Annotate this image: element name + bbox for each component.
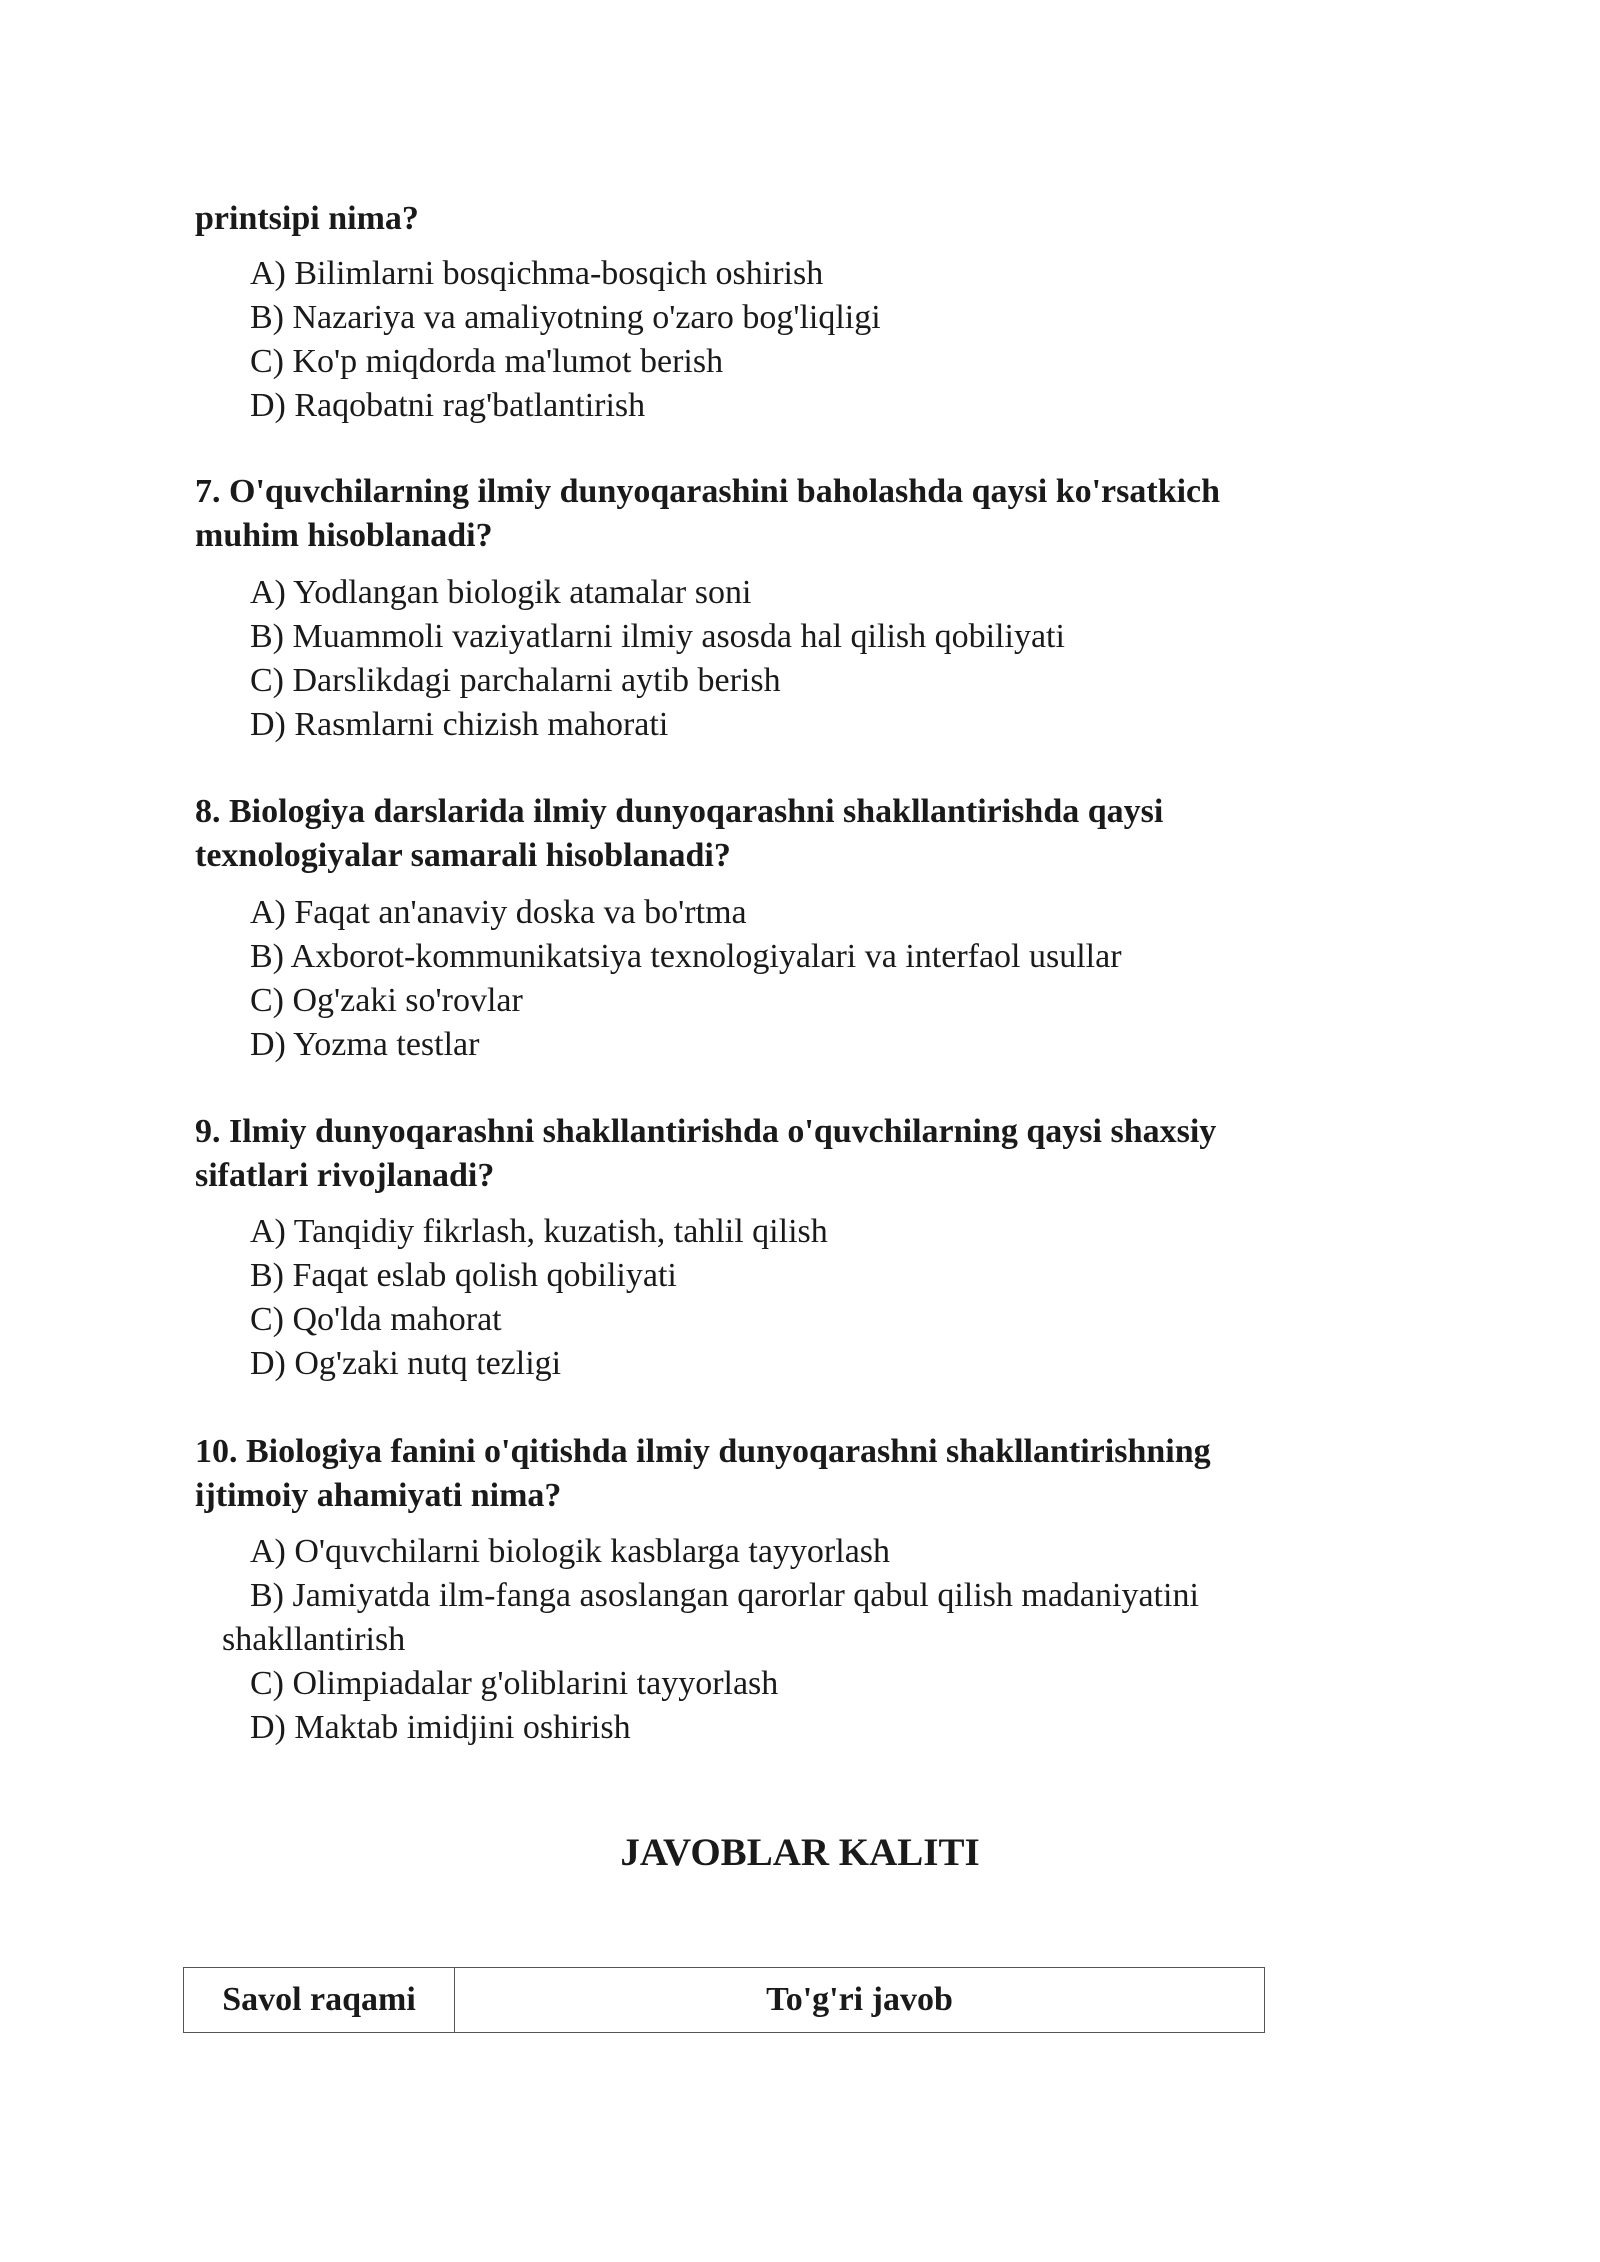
question-10-option-b-continued: shakllantirish (222, 1621, 406, 1658)
question-8-option-b: B) Axborot-kommunikatsiya texnologiyalari va interfaol usullar (250, 938, 1122, 975)
question-9-option-b: B) Faqat eslab qolish qobiliyati (250, 1257, 677, 1294)
question-8-option-d: D) Yozma testlar (250, 1026, 480, 1063)
answer-key-title: JAVOBLAR KALITI (620, 1831, 980, 1874)
question-10-option-a: A) O'quvchilarni biologik kasblarga tayyorlash (250, 1533, 891, 1570)
question-9-option-d: D) Og'zaki nutq tezligi (250, 1345, 562, 1382)
question-6-option-b: B) Nazariya va amaliyotning o'zaro bog'liqligi (250, 299, 881, 336)
question-9-heading-line2: sifatlari rivojlanadi? (195, 1157, 495, 1194)
table-header-row (184, 1968, 1265, 2033)
question-10-option-b: B) Jamiyatda ilm-fanga asoslangan qarorlar qabul qilish madaniyatini (250, 1577, 1199, 1614)
question-7-option-a: A) Yodlangan biologik atamalar soni (250, 574, 752, 611)
question-9-option-a: A) Tanqidiy fikrlash, kuzatish, tahlil qilish (250, 1213, 828, 1250)
column-header-question-number: Savol raqami (184, 1968, 455, 2033)
question-8-option-c: C) Og'zaki so'rovlar (250, 982, 523, 1019)
question-7-option-b: B) Muammoli vaziyatlarni ilmiy asosda hal qilish qobiliyati (250, 618, 1065, 655)
question-6-option-d: D) Raqobatni rag'batlantirish (250, 387, 646, 424)
question-8-heading-line2: texnologiyalar samarali hisoblanadi? (195, 837, 731, 874)
question-9-option-c: C) Qo'lda mahorat (250, 1301, 502, 1338)
question-7-heading-line1: 7. O'quvchilarning ilmiy dunyoqarashini baholashda qaysi ko'rsatkich (195, 473, 1221, 510)
question-6-option-c: C) Ko'p miqdorda ma'lumot berish (250, 343, 724, 380)
question-10-option-d: D) Maktab imidjini oshirish (250, 1709, 631, 1746)
question-10-heading-line2: ijtimoiy ahamiyati nima? (195, 1477, 562, 1514)
question-8-option-a: A) Faqat an'anaviy doska va bo'rtma (250, 894, 747, 931)
question-7-option-d: D) Rasmlarni chizish mahorati (250, 706, 669, 743)
question-10-heading-line1: 10. Biologiya fanini o'qitishda ilmiy dunyoqarashni shakllantirishning (195, 1433, 1211, 1470)
answer-key-table (183, 1967, 1265, 2033)
question-8-heading-line1: 8. Biologiya darslarida ilmiy dunyoqarashni shakllantirishda qaysi (195, 793, 1164, 830)
question-6-option-a: A) Bilimlarni bosqichma-bosqich oshirish (250, 255, 824, 292)
column-header-correct-answer: To'g'ri javob (455, 1968, 1265, 2033)
question-7-heading-line2: muhim hisoblanadi? (195, 517, 493, 554)
question-6-heading: printsipi nima? (195, 200, 419, 237)
question-7-option-c: C) Darslikdagi parchalarni aytib berish (250, 662, 781, 699)
question-10-option-c: C) Olimpiadalar g'oliblarini tayyorlash (250, 1665, 779, 1702)
question-9-heading-line1: 9. Ilmiy dunyoqarashni shakllantirishda o'quvchilarning qaysi shaxsiy (195, 1113, 1217, 1150)
